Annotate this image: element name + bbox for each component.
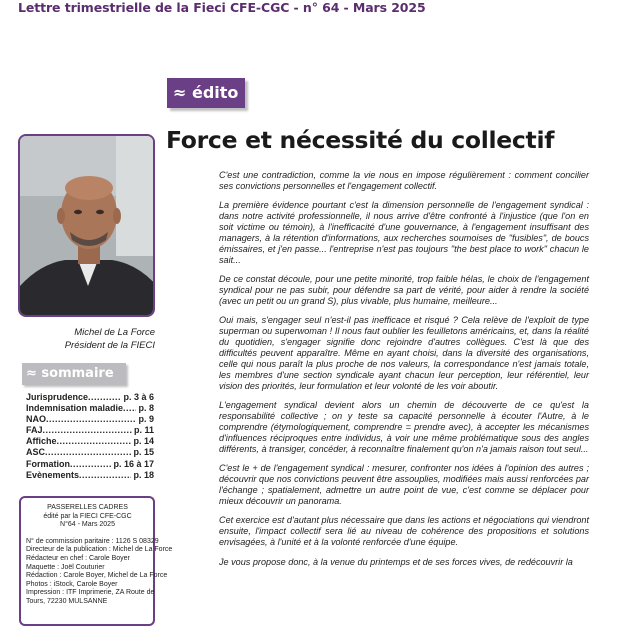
article-paragraph: C'est le + de l'engagement syndical : mesurer, confronter nos idées à l'opinion des autres ; découvrir que nos convictions peuvent être assouplies, modifiées mais aussi renforcées par l'échange ; spatialement, admettre un autre point de vue, c'est comme se déplacer pour mieux découvrir un panorama. xyxy=(219,463,589,507)
toc-item[interactable] xyxy=(26,425,154,436)
article-paragraph: De ce constat découle, pour une petite minorité, trop faible hélas, le choix de l'engagement syndical pour ne pas subir, pour défendre sa part de vérité, pour aider à rendre la société (avec un petit ou un grand S), plus vivable, plus humaine, meilleure... xyxy=(219,274,589,307)
toc-item-label: ASC xyxy=(26,447,46,458)
author-role: Président de la FIECI xyxy=(64,340,155,351)
toc-item-page: p. 16 à 17 xyxy=(113,458,154,469)
toc-item-label: Jurisprudence xyxy=(26,392,89,402)
toc-item-page: p. 3 à 6 xyxy=(123,392,154,402)
author-portrait-image xyxy=(20,136,155,317)
edito-article-body xyxy=(219,170,589,576)
article-paragraph: C'est une contradiction, comme la vie nous en impose régulièrement : comment concilier ses convictions personnelles et l'engagement collectif. xyxy=(219,170,589,191)
publication-header: Lettre trimestrielle de la Fieci CFE-CGC - n° 64 - Mars 2025 xyxy=(18,0,426,15)
toc-item[interactable] xyxy=(26,403,154,414)
credit-line: Directeur de la publication : Michel de La Force xyxy=(26,546,173,554)
toc-item-page: p. 15 xyxy=(133,447,154,458)
passerelles-title: PASSERELLES CADRES xyxy=(47,504,128,511)
credit-line: N° de commission paritaire : 1126 S 08329 xyxy=(26,537,159,545)
toc-item-page: p. 18 xyxy=(133,469,154,480)
toc-item-label: NAO xyxy=(26,414,46,425)
passerelles-issue: N°64 - Mars 2025 xyxy=(60,521,115,529)
credit-line: Tours, 72230 MULSANNE xyxy=(26,597,108,605)
author-photo xyxy=(18,134,155,317)
toc-item[interactable] xyxy=(26,470,154,481)
toc-item-label: FAJ xyxy=(26,425,43,436)
author-caption xyxy=(18,326,155,352)
toc-item[interactable] xyxy=(26,414,154,425)
passerelles-credits-box xyxy=(19,496,173,626)
passerelles-publisher: édité par la FIECI CFE-CGC xyxy=(43,512,132,520)
article-paragraph: Oui mais, s'engager seul n'est-il pas inefficace et risqué ? Cela relève de l'exploit de type superman ou superwoman ! Il nous faut oublier les feuilletons américains, et, dans la réalité du quotidien, s'engager signifie donc rejoindre d'autres collègues. C'est là que des difficultés peuvent apparaître. Même en ayant choisi, dans la diversité des organisations, celle qui nous paraît la plus proche de nos valeurs, la correspondance n'est jamais totale, les membres d'une section syndicale ayant chacun leur perception, leur référentiel, leur vision des priorités, leur formulation et leur volonté de les voir aboutir. xyxy=(219,315,589,391)
credit-line: Photos : iStock, Carole Boyer xyxy=(26,580,118,588)
credit-line: Impression : ITF Imprimerie, ZA Route de xyxy=(26,589,155,597)
credit-line: Maquette : Joël Couturier xyxy=(26,563,105,571)
toc-item-page: p. 11 xyxy=(133,425,154,436)
author-name: Michel de La Force xyxy=(74,327,155,338)
toc-item[interactable] xyxy=(26,447,154,458)
toc-item[interactable] xyxy=(26,436,154,447)
article-paragraph: L'engagement syndical devient alors un chemin de découverte de ce qu'est la responsabilité collective ; on y teste sa capacité personnelle à écouter l'Autre, à le comprendre (étymologiquement, comprendre = prendre avec), à accepter les mécanismes d'influences réciproques entre individus, à voir une même problématique sous des angles différents, à transiger, concéder, à reconnaître finalement qu'on n'a jamais raison tout seul... xyxy=(219,400,589,454)
passerelles-heading xyxy=(26,504,149,530)
credit-line: Rédacteur en chef : Carole Boyer xyxy=(26,554,130,562)
toc-item-page: p. 8 xyxy=(138,403,154,414)
toc-item-label: Indemnisation maladie xyxy=(26,403,124,414)
sommaire-label: ≈ sommaire xyxy=(22,363,126,385)
toc-item[interactable] xyxy=(26,459,154,470)
article-paragraph: Cet exercice est d'autant plus nécessaire que dans les actions et négociations qui viendront ensuite, l'impact collectif sera lié au niveau de cohérence des propositions et solutions envisagées, à l'unité et à la volonté renforcée d'une équipe. xyxy=(219,515,589,548)
toc-item-label: Formation xyxy=(26,458,70,469)
edito-label: ≈ édito xyxy=(167,78,245,108)
credit-line: Rédaction : Carole Boyer, Michel de La Force xyxy=(26,572,168,580)
article-paragraph: Je vous propose donc, à la venue du printemps et de ses forces vives, de redécouvrir la xyxy=(219,556,573,567)
toc-item-page: p. 9 xyxy=(138,414,154,425)
toc-item[interactable] xyxy=(26,392,154,403)
toc-item-label: Affiche xyxy=(26,436,57,447)
table-of-contents xyxy=(26,392,154,481)
article-paragraph: La première évidence pourtant c'est la dimension personnelle de l'engagement syndical : dans notre activité professionnelle, il nous arrive d'être confronté à l'injustice (que l'on en soit victime ou témoin), à l'inefficacité d'une gouvernance, à l'engagement insuffisant des managers, à la rétention d'informations, aux recherches soumoises de "fusibles", de boucs émissaires, et j'en passe... l'entreprise n'est pas toujours "the best place to work" chacun le sait... xyxy=(219,200,589,265)
article-title: Force et nécessité du collectif xyxy=(166,126,555,154)
toc-item-page: p. 14 xyxy=(133,436,154,447)
toc-item-label: Evènements xyxy=(26,469,80,480)
